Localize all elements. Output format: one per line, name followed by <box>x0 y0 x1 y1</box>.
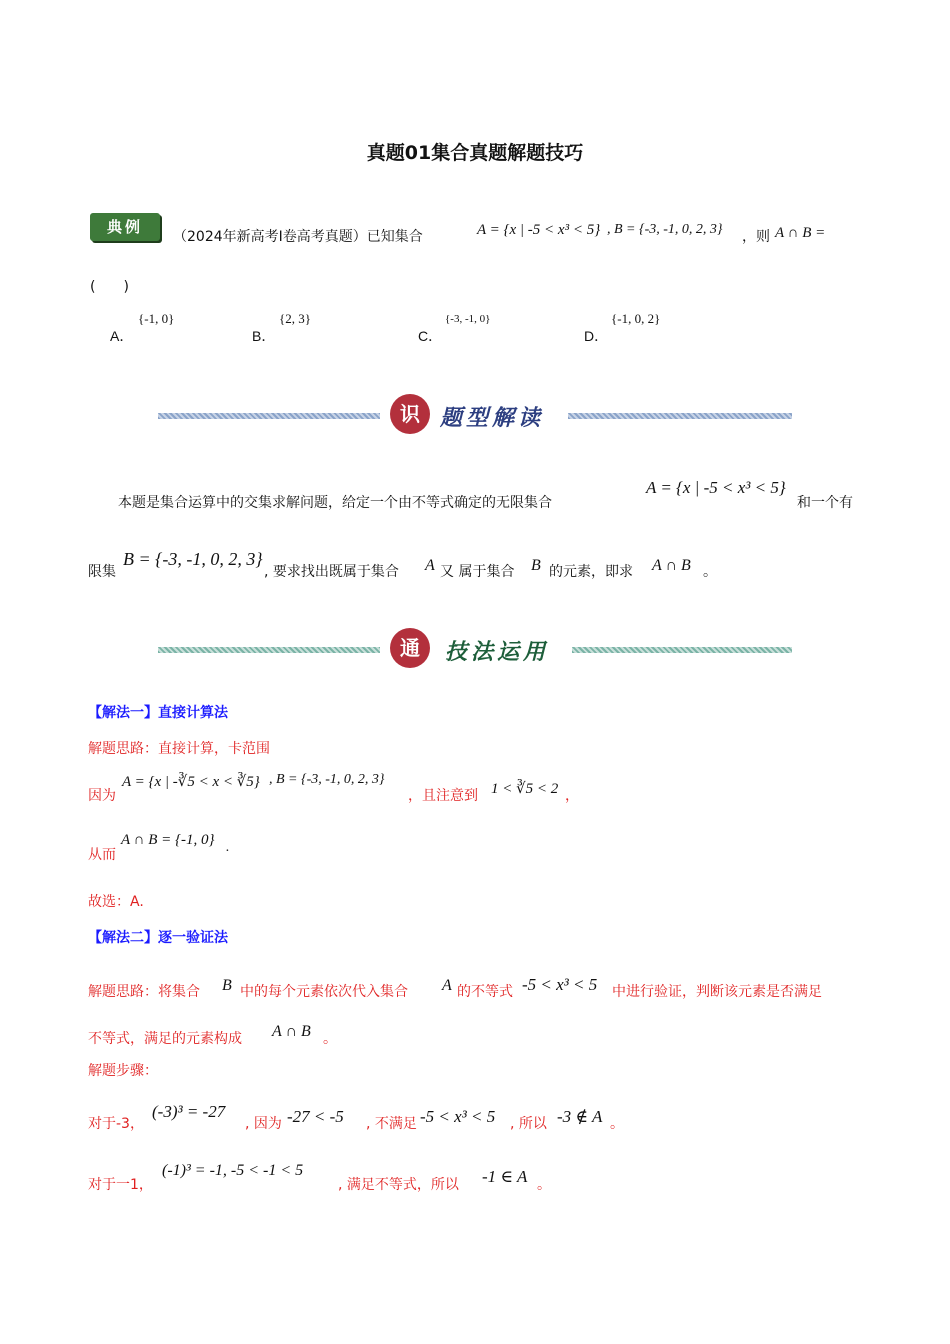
analysis-text-2: 限集 <box>88 564 116 580</box>
step1-text-d: , 所以 <box>510 1116 547 1132</box>
method1-dot: . <box>226 840 230 855</box>
method2-idea-text-b: 中的每个元素依次代入集合 <box>240 984 408 1000</box>
step1-label: 对于-3， <box>88 1116 144 1132</box>
analysis-set-a: A = {x | -5 < x³ < 5} <box>646 478 786 497</box>
step1-math-2: -27 < -5 <box>287 1107 344 1126</box>
analysis-a: A <box>425 557 435 574</box>
option-d-letter[interactable]: D． <box>584 328 609 344</box>
method1-hence: 从而 <box>88 847 116 863</box>
example-set-b: , B = {-3, -1, 0, 2, 3} <box>607 222 723 237</box>
step2-end: 。 <box>537 1177 551 1193</box>
step1-math-3: -5 < x³ < 5 <box>420 1107 496 1126</box>
analysis-text-tail: 和一个有 <box>797 495 853 511</box>
analysis-text-1: 本题是集合运算中的交集求解问题，给定一个由不等式确定的无限集合 <box>118 495 552 511</box>
method2-idea-text-f: 。 <box>323 1031 337 1047</box>
example-set-a: A = {x | -5 < x³ < 5} <box>477 222 601 238</box>
method1-set-b: , B = {-3, -1, 0, 2, 3} <box>269 772 385 787</box>
page-title: 真题01集合真题解题技巧 <box>366 142 584 164</box>
step1-math-4: -3 ∉ A <box>557 1107 603 1126</box>
section-title-analysis: 题型解读 <box>440 406 545 431</box>
method1-comma: ， <box>565 788 579 804</box>
method2-idea-ab: A ∩ B <box>272 1023 311 1040</box>
example-question: A ∩ B = <box>775 225 826 241</box>
step2-label: 对于一1， <box>88 1177 153 1193</box>
example-badge: 典例 <box>90 213 160 241</box>
analysis-text-4: 又 属于集合 <box>440 564 515 580</box>
method1-because: 因为 <box>88 788 116 804</box>
method2-idea-b: B <box>222 977 232 994</box>
option-a-value: {-1, 0} <box>138 311 175 326</box>
step2-math-1: (-1)³ = -1, -5 < -1 < 5 <box>162 1162 304 1179</box>
option-a-letter[interactable]: A． <box>110 328 134 344</box>
step2-math-2: -1 ∈ A <box>482 1167 528 1186</box>
method2-idea-text-c: 的不等式 <box>457 984 513 1000</box>
divider-left <box>158 413 380 419</box>
analysis-ab: A ∩ B <box>652 557 691 574</box>
option-d-value: {-1, 0, 2} <box>611 311 661 326</box>
analysis-text-3: , 要求找出既属于集合 <box>264 564 399 580</box>
method2-idea-a-set: A <box>442 977 452 994</box>
divider-right <box>568 413 792 419</box>
method1-heading: 【解法一】直接计算法 <box>88 705 228 721</box>
section-icon-tong: 通 <box>390 628 430 668</box>
method1-idea: 解题思路：直接计算，卡范围 <box>88 741 270 757</box>
step1-math-1: (-3)³ = -27 <box>152 1102 226 1121</box>
method1-set-a: A = {x | -∛5 < x < ∛5} <box>122 774 260 790</box>
analysis-set-b: B = {-3, -1, 0, 2, 3} <box>123 549 263 569</box>
analysis-end: 。 <box>703 564 717 580</box>
section-icon-shi: 识 <box>390 394 430 434</box>
example-paren: ( ) <box>90 279 129 295</box>
example-source: （2024年新高考Ⅰ卷高考真题）已知集合 <box>173 229 423 245</box>
method2-heading: 【解法二】逐一验证法 <box>88 930 228 946</box>
step1-end: 。 <box>610 1116 624 1132</box>
method2-idea-ineq: -5 < x³ < 5 <box>522 975 598 994</box>
example-then: ，则 <box>742 229 770 245</box>
method2-idea-a: 解题思路：将集合 <box>88 984 200 1000</box>
section-title-methods: 技法运用 <box>445 640 550 665</box>
option-b-value: {2, 3} <box>279 311 311 326</box>
option-b-letter[interactable]: B． <box>252 328 276 344</box>
method1-answer: 故选：A. <box>88 894 144 910</box>
step1-text-c: , 不满足 <box>366 1116 417 1132</box>
method2-idea-text-e: 不等式，满足的元素构成 <box>88 1031 242 1047</box>
analysis-b: B <box>531 557 541 574</box>
step1-text-b: , 因为 <box>245 1116 282 1132</box>
divider-left-2 <box>158 647 380 653</box>
method1-ineq: 1 < ∛5 < 2 <box>491 781 559 797</box>
method1-result: A ∩ B = {-1, 0} <box>121 832 215 848</box>
method2-idea-text-d: 中进行验证，判断该元素是否满足 <box>612 984 822 1000</box>
method2-steps-label: 解题步骤： <box>88 1063 158 1079</box>
option-c-letter[interactable]: C． <box>418 328 443 344</box>
analysis-text-5: 的元素，即求 <box>549 564 633 580</box>
option-c-value: {-3, -1, 0} <box>445 313 491 325</box>
step2-text-b: , 满足不等式，所以 <box>338 1177 459 1193</box>
method1-note: ，且注意到 <box>408 788 478 804</box>
divider-right-2 <box>572 647 792 653</box>
